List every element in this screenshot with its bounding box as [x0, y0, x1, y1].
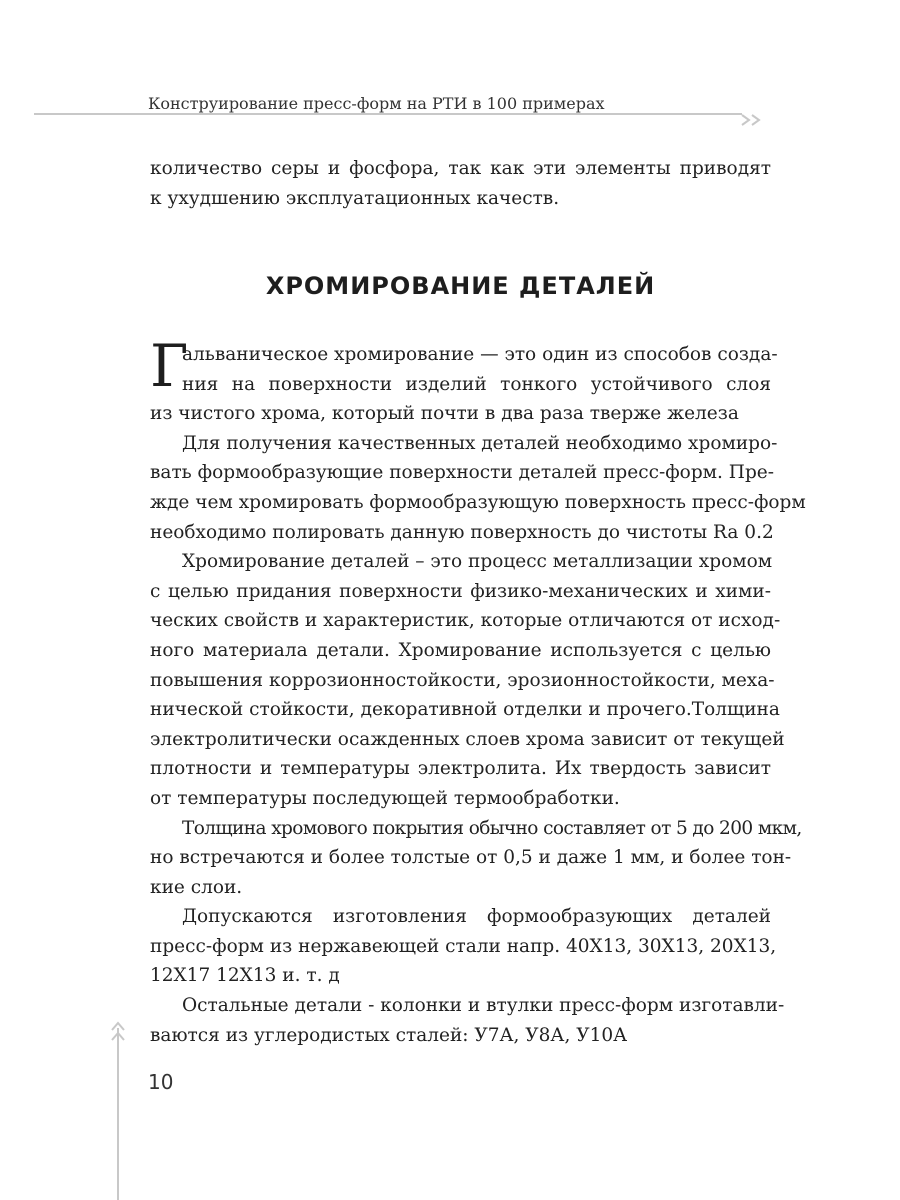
- paragraph-5: [150, 902, 777, 991]
- paragraph-3: [150, 547, 785, 813]
- text-line: из чистого хрома, который почти в два раза тверже железа: [150, 403, 739, 425]
- text-line: электролитически осажденных слоев хрома зависит от текущей: [150, 728, 785, 750]
- text-line: ческих свойств и характеристик, которые отличаются от исход-: [150, 610, 781, 632]
- text-line: пресс-форм из нержавеющей стали напр. 40Х13, 30Х13, 20Х13,: [150, 935, 777, 957]
- header-rule: [34, 113, 742, 115]
- text-line: Остальные детали - колонки и втулки пресс-форм изготавли-: [182, 995, 785, 1017]
- paragraph-4: [150, 814, 802, 903]
- running-title: Конструирование пресс-форм на РТИ в 100 примерах: [148, 94, 605, 113]
- intro-paragraph: [150, 154, 771, 213]
- text-line: Хромирование деталей – это процесс металлизации хромом: [182, 551, 773, 573]
- text-line: вать формообразующие поверхности деталей пресс-форм. Пре-: [150, 462, 774, 484]
- text-line: Допускаются изготовления формообразующих деталей: [182, 906, 771, 928]
- text-line: повышения коррозионностойкости, эрозионностойкости, меха-: [150, 669, 775, 691]
- text-line: альваническое хромирование — это один из способов созда-: [182, 344, 778, 365]
- double-chevron-up-icon: [109, 1020, 127, 1054]
- paragraph-1: [150, 340, 778, 429]
- double-chevron-right-icon: [738, 112, 772, 128]
- text-line: нической стойкости, декоративной отделки и прочего.Толщина: [150, 699, 780, 721]
- text-line: но встречаются и более толстые от 0,5 и даже 1 мм, и более тон-: [150, 847, 792, 869]
- text-line: ного материала детали. Хромирование используется с целью: [150, 639, 771, 661]
- paragraph-6: [150, 991, 785, 1050]
- text-line: Толщина хромового покрытия обычно составляет от 5 до 200 мкм,: [182, 817, 802, 839]
- text-line: количество серы и фосфора, так как эти элементы приводят: [150, 158, 771, 179]
- text-line: 12Х17 12Х13 и. т. д: [150, 965, 340, 987]
- section-body: [150, 340, 806, 1050]
- text-line: Для получения качественных деталей необходимо хромиро-: [182, 432, 778, 454]
- text-line: от температуры последующей термообработки.: [150, 787, 620, 809]
- page-number: 10: [148, 1070, 174, 1094]
- text-line: ваются из углеродистых сталей: У7А, У8А, У10А: [150, 1024, 628, 1046]
- text-line: кие слои.: [150, 876, 243, 898]
- text-line: плотности и температуры электролита. Их твердость зависит: [150, 758, 771, 780]
- paragraph-2: [150, 429, 806, 547]
- text-line: жде чем хромировать формообразующую поверхность пресс-форм: [150, 491, 806, 513]
- text-line: к ухудшению эксплуатационных качеств.: [150, 187, 560, 209]
- text-line: с целью придания поверхности физико-механических и хими-: [150, 580, 771, 602]
- section-title: ХРОМИРОВАНИЕ ДЕТАЛЕЙ: [265, 272, 656, 300]
- text-line: необходимо полировать данную поверхность до чистоты Ra 0.2: [150, 521, 774, 543]
- text-line: ния на поверхности изделий тонкого устойчивого слоя: [182, 373, 771, 395]
- drop-cap: Г: [150, 332, 189, 400]
